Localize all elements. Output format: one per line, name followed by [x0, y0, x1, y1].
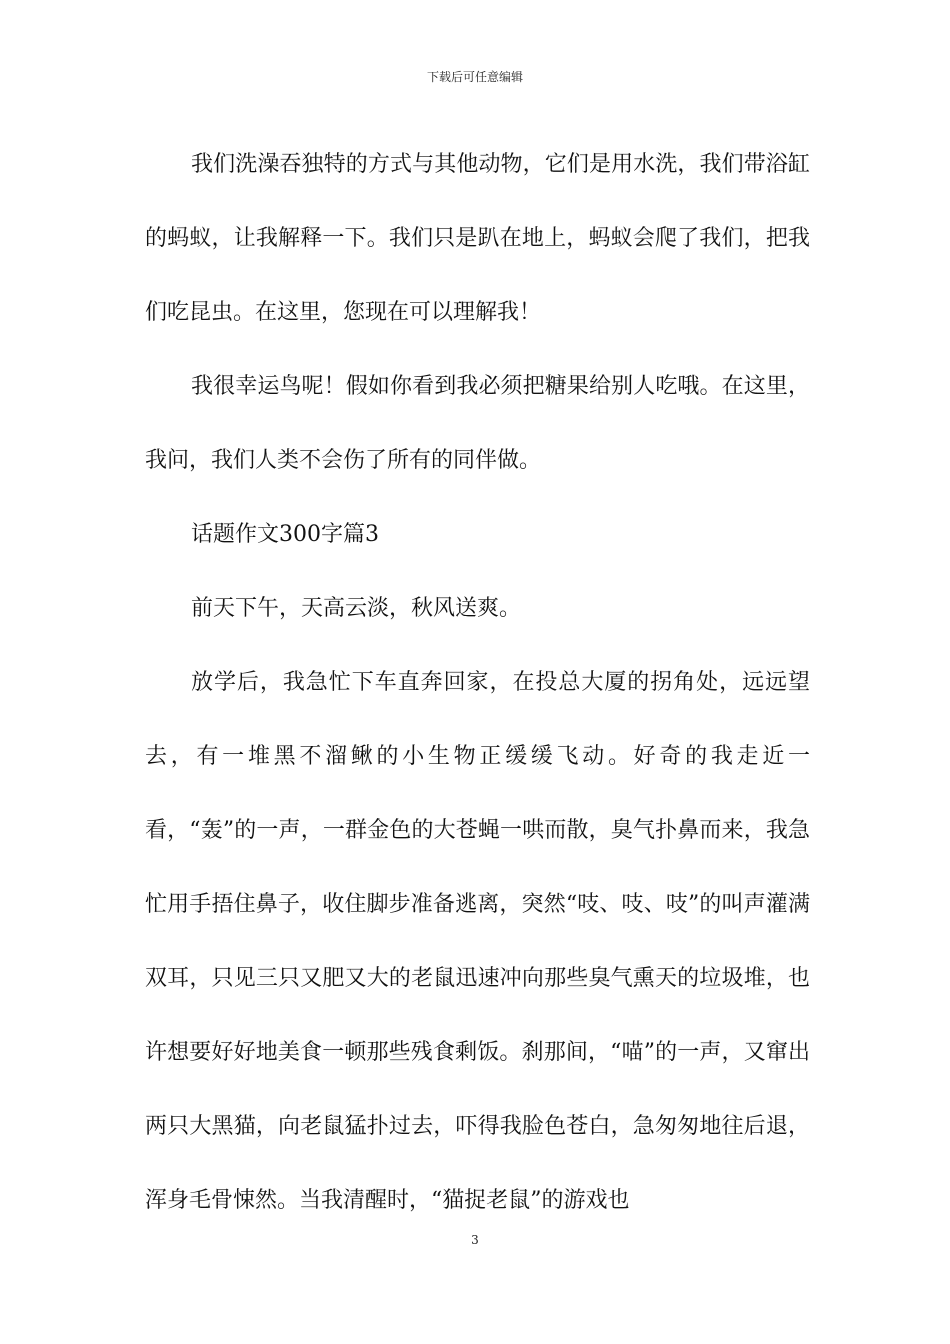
page-header: 下载后可任意编辑 [426, 70, 523, 84]
page-number: 3 [471, 1233, 479, 1247]
paragraph: 我们洗澡吞独特的方式与其他动物，它们是用水洗，我们带浴缸的蚂蚁，让我解释一下。我们只是趴在地上，蚂蚁会爬了我们，把我们吃昆虫。在这里，您现在可以理解我！ [145, 152, 810, 325]
paragraph: 前天下午，天高云淡，秋风送爽。 [191, 596, 522, 621]
section-heading: 话题作文300字篇3 [191, 522, 379, 547]
document-body [145, 128, 810, 1238]
paragraph: 放学后，我急忙下车直奔回家，在投总大厦的拐角处，远远望去，有一堆黑不溜鳅的小生物正缓缓飞动。好奇的我走近一看，“轰”的一声，一群金色的大苍蝇一哄而散，臭气扑鼻而来，我急忙用手捂住鼻子，收住脚步准备逃离，突然“吱、吱、吱”的叫声灌满双耳，只见三只又肥又大的老鼠迅速冲向那些臭气熏天的垃圾堆，也许想要好好地美食一顿那些残食剩饭。刹那间，“喵”的一声，又窜出两只大黑猫，向老鼠猛扑过去，吓得我脸色苍白，急匆匆地往后退，浑身毛骨悚然。当我清醒时，“猫捉老鼠”的游戏也 [145, 670, 810, 1213]
paragraph: 我很幸运鸟呢！假如你看到我必须把糖果给别人吃哦。在这里，我问，我们人类不会伤了所有的同伴做。 [145, 374, 810, 473]
